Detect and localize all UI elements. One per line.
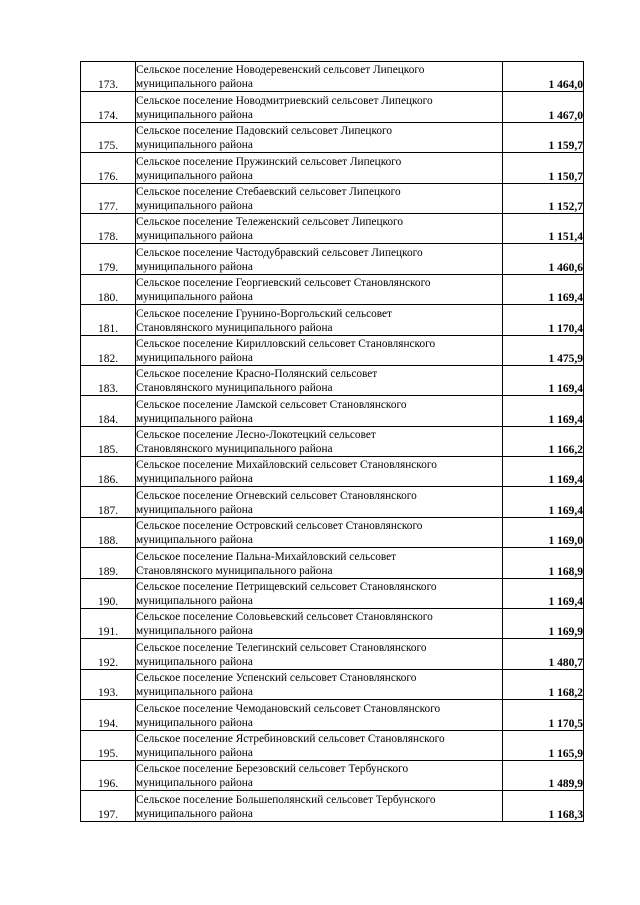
table-row — [81, 517, 584, 547]
settlement-name — [136, 213, 503, 243]
settlement-name-line2: муниципального района — [136, 230, 253, 243]
row-number: 176. — [81, 153, 136, 183]
settlement-name-line1: Сельское поселение Успенский сельсовет Становлянского — [136, 672, 417, 685]
settlement-name-line1: Сельское поселение Стебаевский сельсовет Липецкого — [136, 185, 401, 198]
row-number: 182. — [81, 335, 136, 365]
amount-value: 1 152,7 — [503, 183, 584, 213]
amount-value: 1 480,7 — [503, 639, 584, 669]
amount-value: 1 464,0 — [503, 62, 584, 92]
settlement-name-line2: муниципального района — [136, 199, 253, 212]
row-number: 174. — [81, 92, 136, 122]
settlement-name-line1: Сельское поселение Петрищевский сельсовет Становлянского — [136, 581, 437, 594]
settlement-name-line2: муниципального района — [136, 108, 253, 121]
row-number: 186. — [81, 457, 136, 487]
amount-value: 1 169,9 — [503, 609, 584, 639]
settlement-name — [136, 669, 503, 699]
row-number: 175. — [81, 122, 136, 152]
amount-value: 1 168,2 — [503, 669, 584, 699]
settlement-name — [136, 305, 503, 335]
table-row — [81, 457, 584, 487]
table-row — [81, 700, 584, 730]
table-row — [81, 305, 584, 335]
row-number: 183. — [81, 365, 136, 395]
settlement-name-line2: муниципального района — [136, 746, 253, 759]
row-number: 179. — [81, 244, 136, 274]
settlement-name-line1: Сельское поселение Новодмитриевский сельсовет Липецкого — [136, 94, 433, 107]
settlement-name-line1: Сельское поселение Огневский сельсовет Становлянского — [136, 489, 417, 502]
settlement-name-line2: муниципального района — [136, 169, 253, 182]
settlement-name-line2: муниципального района — [136, 716, 253, 729]
row-number: 189. — [81, 548, 136, 578]
settlement-name — [136, 92, 503, 122]
amount-value: 1 166,2 — [503, 426, 584, 456]
amount-value: 1 169,4 — [503, 578, 584, 608]
row-number: 173. — [81, 62, 136, 92]
settlement-name — [136, 426, 503, 456]
row-number: 195. — [81, 730, 136, 760]
settlement-name — [136, 335, 503, 365]
row-number: 178. — [81, 213, 136, 243]
settlement-name — [136, 730, 503, 760]
settlement-name-line2: Становлянского муниципального района — [136, 382, 333, 395]
settlement-name-line2: муниципального района — [136, 351, 253, 364]
settlement-name-line1: Сельское поселение Пружинский сельсовет Липецкого — [136, 155, 402, 168]
settlement-name — [136, 760, 503, 790]
amount-value: 1 169,4 — [503, 396, 584, 426]
table-row — [81, 92, 584, 122]
settlement-name-line2: муниципального района — [136, 260, 253, 273]
table-row — [81, 791, 584, 821]
table-row — [81, 760, 584, 790]
settlement-name — [136, 548, 503, 578]
amount-value: 1 159,7 — [503, 122, 584, 152]
row-number: 190. — [81, 578, 136, 608]
settlement-name-line1: Сельское поселение Большеполянский сельсовет Тербунского — [136, 793, 436, 806]
table-row — [81, 183, 584, 213]
settlement-name-line1: Сельское поселение Лесно-Локотецкий сельсовет — [136, 429, 376, 442]
settlement-name — [136, 365, 503, 395]
amount-value: 1 168,9 — [503, 548, 584, 578]
row-number: 185. — [81, 426, 136, 456]
settlement-name-line1: Сельское поселение Георгиевский сельсовет Становлянского — [136, 277, 431, 290]
settlement-name-line1: Сельское поселение Островский сельсовет Становлянского — [136, 520, 423, 533]
settlement-name — [136, 274, 503, 304]
settlement-name-line1: Сельское поселение Чемодановский сельсовет Становлянского — [136, 702, 441, 715]
amount-value: 1 169,4 — [503, 365, 584, 395]
settlement-name-line1: Сельское поселение Пальна-Михайловский сельсовет — [136, 550, 397, 563]
settlement-name-line2: муниципального района — [136, 412, 253, 425]
table-row — [81, 639, 584, 669]
row-number: 187. — [81, 487, 136, 517]
settlement-name-line2: Становлянского муниципального района — [136, 443, 333, 456]
settlement-name — [136, 639, 503, 669]
row-number: 194. — [81, 700, 136, 730]
settlement-name — [136, 396, 503, 426]
settlement-name-line2: Становлянского муниципального района — [136, 564, 333, 577]
settlement-name-line2: муниципального района — [136, 777, 253, 790]
row-number: 197. — [81, 791, 136, 821]
amount-value: 1 460,6 — [503, 244, 584, 274]
amount-value: 1 169,4 — [503, 487, 584, 517]
table-row — [81, 153, 584, 183]
amount-value: 1 169,4 — [503, 457, 584, 487]
amount-value: 1 150,7 — [503, 153, 584, 183]
settlement-name-line1: Сельское поселение Тележенский сельсовет Липецкого — [136, 216, 404, 229]
row-number: 193. — [81, 669, 136, 699]
settlement-name-line1: Сельское поселение Новодеревенский сельсовет Липецкого — [136, 64, 425, 77]
settlement-name-line1: Сельское поселение Кирилловский сельсовет Становлянского — [136, 337, 436, 350]
settlements-table — [80, 61, 584, 822]
settlement-name — [136, 457, 503, 487]
settlement-name — [136, 62, 503, 92]
settlement-name — [136, 578, 503, 608]
amount-value: 1 170,4 — [503, 305, 584, 335]
row-number: 191. — [81, 609, 136, 639]
row-number: 181. — [81, 305, 136, 335]
table-row — [81, 669, 584, 699]
settlement-name-line1: Сельское поселение Ястребиновский сельсовет Становлянского — [136, 732, 445, 745]
table-row — [81, 122, 584, 152]
settlement-name-line2: муниципального района — [136, 686, 253, 699]
settlement-name — [136, 122, 503, 152]
row-number: 180. — [81, 274, 136, 304]
amount-value: 1 475,9 — [503, 335, 584, 365]
settlement-name — [136, 791, 503, 821]
table-row — [81, 365, 584, 395]
row-number: 196. — [81, 760, 136, 790]
settlement-name-line1: Сельское поселение Березовский сельсовет Тербунского — [136, 763, 409, 776]
settlement-name-line1: Сельское поселение Телегинский сельсовет Становлянского — [136, 641, 427, 654]
settlement-name-line1: Сельское поселение Ламской сельсовет Становлянского — [136, 398, 407, 411]
settlement-name — [136, 244, 503, 274]
table-row — [81, 730, 584, 760]
settlement-name-line1: Сельское поселение Соловьевский сельсовет Становлянского — [136, 611, 433, 624]
table-row — [81, 426, 584, 456]
settlement-name-line2: муниципального района — [136, 78, 253, 91]
table-row — [81, 244, 584, 274]
settlement-name-line1: Сельское поселение Падовский сельсовет Липецкого — [136, 125, 393, 138]
settlement-name-line2: муниципального района — [136, 655, 253, 668]
table-row — [81, 578, 584, 608]
settlement-name-line2: муниципального района — [136, 807, 253, 820]
settlement-name — [136, 153, 503, 183]
settlement-name — [136, 609, 503, 639]
settlement-name-line2: муниципального района — [136, 139, 253, 152]
amount-value: 1 467,0 — [503, 92, 584, 122]
settlement-name-line1: Сельское поселение Грунино-Воргольский сельсовет — [136, 307, 392, 320]
amount-value: 1 489,9 — [503, 760, 584, 790]
table-row — [81, 396, 584, 426]
row-number: 192. — [81, 639, 136, 669]
settlement-name-line1: Сельское поселение Красно-Полянский сельсовет — [136, 368, 378, 381]
table-body — [81, 62, 584, 822]
row-number: 188. — [81, 517, 136, 547]
amount-value: 1 151,4 — [503, 213, 584, 243]
amount-value: 1 168,3 — [503, 791, 584, 821]
table-row — [81, 609, 584, 639]
table-row — [81, 335, 584, 365]
table-row — [81, 274, 584, 304]
settlement-name — [136, 487, 503, 517]
settlement-name-line2: муниципального района — [136, 534, 253, 547]
table-row — [81, 487, 584, 517]
settlement-name-line2: муниципального района — [136, 291, 253, 304]
amount-value: 1 170,5 — [503, 700, 584, 730]
settlement-name-line1: Сельское поселение Михайловский сельсовет Становлянского — [136, 459, 437, 472]
table-row — [81, 548, 584, 578]
settlement-name-line2: муниципального района — [136, 625, 253, 638]
settlement-name — [136, 517, 503, 547]
settlement-name-line2: муниципального района — [136, 473, 253, 486]
row-number: 177. — [81, 183, 136, 213]
table-row — [81, 62, 584, 92]
amount-value: 1 165,9 — [503, 730, 584, 760]
amount-value: 1 169,0 — [503, 517, 584, 547]
settlement-name-line1: Сельское поселение Частодубравский сельсовет Липецкого — [136, 246, 423, 259]
amount-value: 1 169,4 — [503, 274, 584, 304]
settlement-name-line2: муниципального района — [136, 595, 253, 608]
settlement-name-line2: Становлянского муниципального района — [136, 321, 333, 334]
table-row — [81, 213, 584, 243]
settlement-name — [136, 183, 503, 213]
settlement-name-line2: муниципального района — [136, 503, 253, 516]
row-number: 184. — [81, 396, 136, 426]
settlement-name — [136, 700, 503, 730]
